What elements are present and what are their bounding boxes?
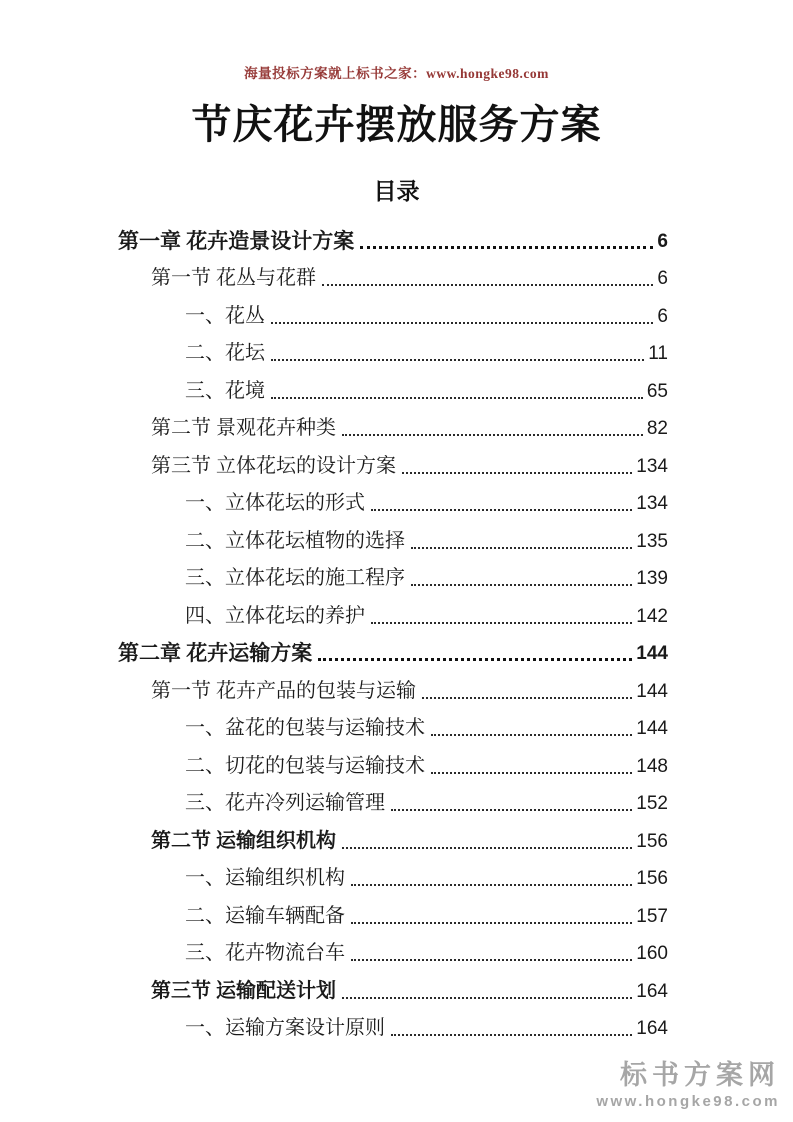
watermark <box>596 1061 780 1110</box>
dot-leader <box>322 284 653 286</box>
dot-leader <box>360 246 653 249</box>
toc-list <box>118 227 668 1041</box>
toc-entry[interactable] <box>118 302 668 328</box>
toc-entry-label: 一、盆花的包装与运输技术 <box>185 717 425 740</box>
toc-entry[interactable] <box>118 789 668 815</box>
dot-leader <box>342 997 632 999</box>
toc-entry-page: 134 <box>636 493 668 515</box>
toc-entry-label: 第三节 立体花坛的设计方案 <box>151 454 396 477</box>
toc-entry-page: 6 <box>657 230 668 252</box>
toc-entry[interactable] <box>118 377 668 403</box>
toc-entry[interactable] <box>118 677 668 703</box>
toc-entry-label: 三、立体花坛的施工程序 <box>185 567 405 590</box>
dot-leader <box>422 697 632 699</box>
toc-entry-page: 82 <box>646 418 668 440</box>
toc-entry[interactable] <box>118 489 668 515</box>
toc-entry[interactable] <box>118 227 668 253</box>
dot-leader <box>351 959 632 961</box>
header-promo-line: 海量投标方案就上标书之家：www.hongke98.com <box>244 66 549 81</box>
toc-entry[interactable] <box>118 414 668 440</box>
toc-entry-page: 160 <box>636 943 668 965</box>
toc-entry[interactable] <box>118 264 668 290</box>
dot-leader <box>342 434 643 436</box>
toc-entry-page: 164 <box>636 1018 668 1040</box>
dot-leader <box>391 1034 632 1036</box>
toc-entry-page: 142 <box>636 605 668 627</box>
dot-leader <box>431 734 632 736</box>
toc-entry[interactable] <box>118 1014 668 1040</box>
toc-entry-page: 148 <box>636 755 668 777</box>
toc-entry-page: 134 <box>636 455 668 477</box>
toc-entry-page: 157 <box>636 905 668 927</box>
toc-entry-label: 第一节 花丛与花群 <box>151 267 316 290</box>
toc-entry-page: 144 <box>636 718 668 740</box>
toc-entry[interactable] <box>118 452 668 478</box>
dot-leader <box>371 622 632 624</box>
toc-entry-page: 139 <box>636 568 668 590</box>
toc-entry-page: 144 <box>636 643 668 665</box>
toc-entry-page: 164 <box>636 980 668 1002</box>
toc-entry[interactable] <box>118 864 668 890</box>
toc-entry-label: 第二节 景观花卉种类 <box>151 417 336 440</box>
toc-entry-label: 一、立体花坛的形式 <box>185 492 365 515</box>
dot-leader <box>391 809 632 811</box>
toc-entry[interactable] <box>118 339 668 365</box>
toc-entry-label: 第一章 花卉造景设计方案 <box>118 228 355 253</box>
toc-entry[interactable] <box>118 639 668 665</box>
toc-entry-page: 156 <box>636 830 668 852</box>
dot-leader <box>271 359 644 361</box>
toc-entry-page: 65 <box>646 380 668 402</box>
toc-entry[interactable] <box>118 977 668 1003</box>
toc-entry-page: 6 <box>657 305 668 327</box>
toc-entry-page: 6 <box>657 268 668 290</box>
toc-entry-label: 第一节 花卉产品的包装与运输 <box>151 679 416 702</box>
toc-entry-page: 135 <box>636 530 668 552</box>
toc-entry-label: 一、花丛 <box>185 304 265 327</box>
dot-leader <box>371 509 632 511</box>
dot-leader <box>351 884 632 886</box>
dot-leader <box>411 547 632 549</box>
dot-leader <box>402 472 632 474</box>
toc-entry-label: 二、运输车辆配备 <box>185 904 345 927</box>
dot-leader <box>431 772 632 774</box>
toc-entry-label: 第三节 运输配送计划 <box>151 979 336 1002</box>
toc-entry-page: 152 <box>636 793 668 815</box>
toc-entry-page: 144 <box>636 680 668 702</box>
toc-entry[interactable] <box>118 902 668 928</box>
toc-entry[interactable] <box>118 939 668 965</box>
toc-entry-label: 二、花坛 <box>185 342 265 365</box>
dot-leader <box>411 584 632 586</box>
toc-entry[interactable] <box>118 752 668 778</box>
dot-leader <box>271 397 643 399</box>
dot-leader <box>318 658 632 661</box>
watermark-site-name: 标书方案网 <box>620 1059 780 1090</box>
watermark-site-url: www.hongke98.com <box>596 1092 780 1110</box>
dot-leader <box>271 322 653 324</box>
dot-leader <box>351 922 632 924</box>
toc-entry-page: 11 <box>648 343 668 365</box>
toc-entry-label: 第二节 运输组织机构 <box>151 829 336 852</box>
toc-entry[interactable] <box>118 714 668 740</box>
toc-entry[interactable] <box>118 564 668 590</box>
toc-entry-label: 一、运输方案设计原则 <box>185 1017 385 1040</box>
toc-entry-label: 三、花卉冷列运输管理 <box>185 792 385 815</box>
toc-entry-label: 四、立体花坛的养护 <box>185 604 365 627</box>
toc-entry[interactable] <box>118 527 668 553</box>
toc-entry-label: 三、花境 <box>185 379 265 402</box>
toc-entry[interactable] <box>118 827 668 853</box>
toc-entry-page: 156 <box>636 868 668 890</box>
toc-entry-label: 三、花卉物流台车 <box>185 942 345 965</box>
toc-entry-label: 一、运输组织机构 <box>185 867 345 890</box>
dot-leader <box>342 847 632 849</box>
toc-entry-label: 第二章 花卉运输方案 <box>118 641 313 666</box>
toc-entry-label: 二、切花的包装与运输技术 <box>185 754 425 777</box>
document-title: 节庆花卉摆放服务方案 <box>191 102 602 147</box>
toc-heading: 目录 <box>373 178 420 204</box>
toc-entry[interactable] <box>118 602 668 628</box>
toc-entry-label: 二、立体花坛植物的选择 <box>185 529 405 552</box>
